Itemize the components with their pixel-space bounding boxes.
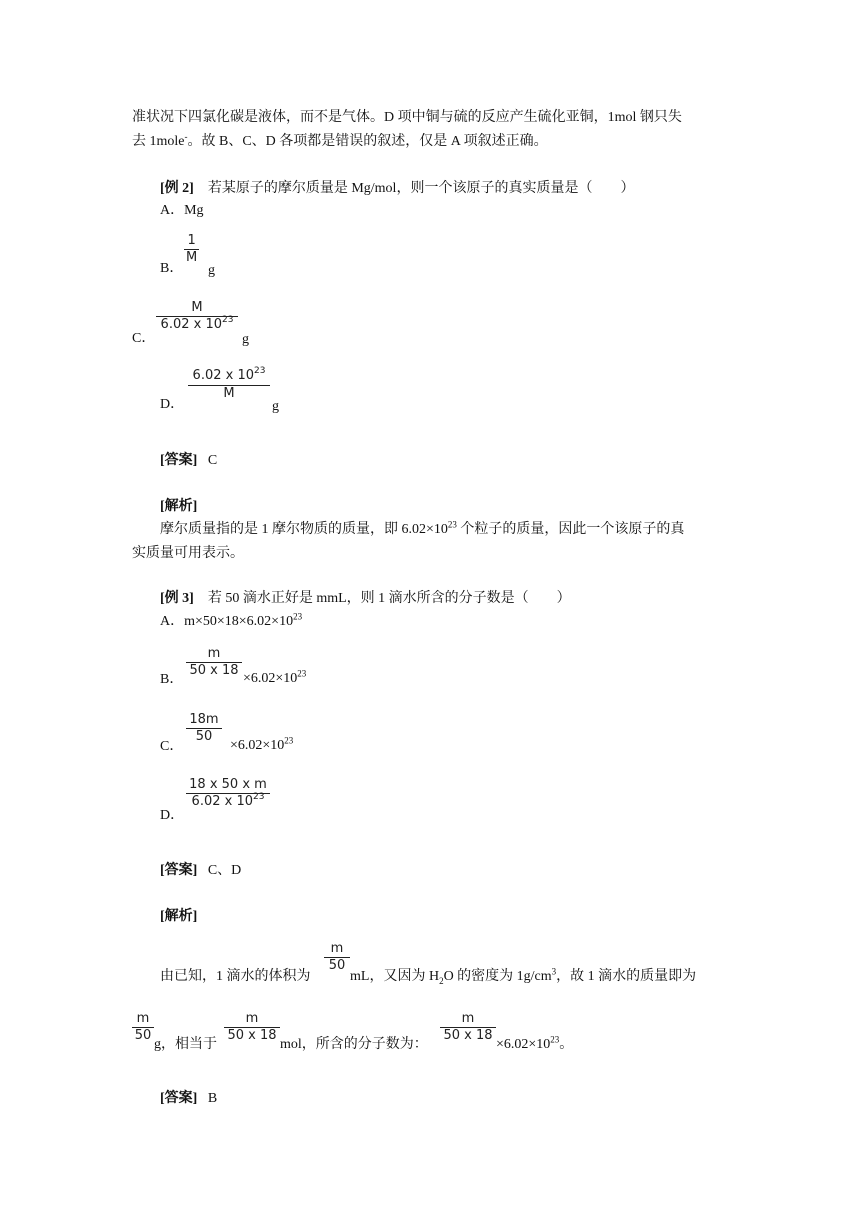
ex3-option-d-fraction <box>186 777 270 811</box>
ex3-option-b-fraction <box>186 646 242 679</box>
ex2-option-b-fraction <box>184 233 199 266</box>
ex3-option-d-letter: D． <box>160 808 185 823</box>
fraction-denominator-base: 6.02 x 10 <box>160 317 222 332</box>
ex3-answer-value: C、D <box>207 863 242 878</box>
fraction-numerator: M <box>191 300 203 315</box>
fraction-numerator: m <box>245 1011 259 1026</box>
fraction-numerator-exp: 23 <box>254 366 266 376</box>
fraction-denominator: 50 <box>134 1028 152 1043</box>
ex2-analysis-1-sup: 23 <box>447 519 457 530</box>
ex3-solution-mol-fraction <box>224 1011 280 1044</box>
ex3-option-b-letter: B． <box>160 672 184 687</box>
ex3-option-b-tail-text: ×6.02×10 <box>243 671 298 686</box>
ex3-option-b-sup: 23 <box>297 668 307 679</box>
ex3-solution-1-sup: 3 <box>551 966 557 977</box>
intro-line-2 <box>132 133 548 151</box>
intro-line-2b: 。故 B、C、D 各项都是错误的叙述，仅是 A 项叙述正确。 <box>187 134 548 149</box>
fraction-numerator: 1 <box>187 233 196 248</box>
ex2-answer <box>160 452 217 470</box>
fraction-denominator: 50 x 18 <box>227 1028 277 1043</box>
ex3-option-a-sup: 23 <box>293 611 303 622</box>
ex3-option-b-tail <box>243 670 306 688</box>
ex3-solution-2-sup: 23 <box>550 1034 560 1045</box>
ex3-solution-2c: ×6.02×10 <box>496 1037 551 1052</box>
fraction-denominator: 50 <box>195 729 213 744</box>
ex3-solution-line-1a: 由已知，1 滴水的体积为 <box>160 969 311 984</box>
ex3-solution-mass-fraction <box>132 1011 154 1044</box>
ex2-analysis-line-2: 实质量可用表示。 <box>132 546 244 561</box>
fraction-numerator: m <box>136 1011 150 1026</box>
ex2-option-a: A．Mg <box>160 203 204 218</box>
ex3-answer-label: [答案] <box>160 863 198 878</box>
ex3-label: [例 3] <box>160 591 194 606</box>
ex2-option-d-letter: D． <box>160 397 185 412</box>
fraction-denominator-exp: 23 <box>253 792 265 802</box>
ex3-solution-line-2b: mol，所含的分子数为： <box>280 1037 428 1052</box>
ex2-answer-value: C <box>207 453 218 468</box>
ex2-analysis-label: [解析] <box>160 499 198 514</box>
ex2-question-text: 若某原子的摩尔质量是 Mg/mol，则一个该原子的真实质量是（ ） <box>207 181 635 196</box>
ex2-analysis-line-1 <box>160 521 684 539</box>
fraction-denominator <box>156 317 238 334</box>
ex2-option-b-unit: g <box>208 263 215 278</box>
ex3-solution-line-2a: g，相当于 <box>154 1037 217 1052</box>
intro-line-2-sup: - <box>184 131 188 142</box>
ex2-label: [例 2] <box>160 181 194 196</box>
ex3-solution-2d: 。 <box>559 1037 574 1052</box>
ex2-option-c-unit: g <box>242 332 249 347</box>
ex2-option-c-letter: C． <box>132 331 156 346</box>
ex3-option-c-tail-text: ×6.02×10 <box>230 738 285 753</box>
ex2-answer-label: [答案] <box>160 453 198 468</box>
ex3-option-c-sup: 23 <box>284 735 294 746</box>
ex4-answer-label: [答案] <box>160 1091 198 1106</box>
ex3-option-c-tail <box>230 737 293 755</box>
ex3-answer <box>160 862 241 880</box>
ex3-solution-count-fraction <box>440 1011 496 1044</box>
fraction-numerator <box>188 368 270 385</box>
fraction-denominator: 50 x 18 <box>443 1028 493 1043</box>
ex3-solution-1-sub: 2 <box>439 975 444 986</box>
fraction-denominator <box>186 794 270 811</box>
ex4-answer <box>160 1090 217 1108</box>
ex3-solution-line-1b <box>350 968 696 986</box>
ex3-question-text: 若 50 滴水正好是 mmL，则 1 滴水所含的分子数是（ ） <box>207 591 571 606</box>
ex2-question <box>160 180 634 198</box>
ex3-solution-volume-fraction <box>324 941 350 974</box>
intro-line-1: 准状况下四氯化碳是液体，而不是气体。D 项中铜与硫的反应产生硫化亚铜，1mol 钢只失 <box>132 110 682 125</box>
ex3-solution-line-2c <box>496 1036 573 1054</box>
fraction-denominator-base: 6.02 x 10 <box>191 794 253 809</box>
ex4-answer-value: B <box>207 1091 218 1106</box>
fraction-numerator: m <box>207 646 221 661</box>
ex2-option-c-fraction <box>156 300 238 334</box>
ex3-option-a <box>160 613 302 631</box>
fraction-denominator: 50 <box>328 958 346 973</box>
ex2-option-d-unit: g <box>272 399 279 414</box>
fraction-numerator: m <box>330 941 344 956</box>
fraction-numerator: 18 x 50 x m <box>189 777 267 792</box>
intro-line-2a: 去 1mole <box>132 134 185 149</box>
ex3-solution-1d: ，故 1 滴水的质量即为 <box>556 969 697 984</box>
fraction-denominator: M <box>186 250 198 265</box>
ex3-option-c-fraction <box>186 712 222 745</box>
fraction-denominator-exp: 23 <box>222 315 234 325</box>
ex3-solution-1b: mL，又因为 H <box>350 969 440 984</box>
ex3-analysis-label: [解析] <box>160 909 198 924</box>
ex2-analysis-1a: 摩尔质量指的是 1 摩尔物质的质量，即 6.02×10 <box>160 522 448 537</box>
ex2-option-b-letter: B． <box>160 261 184 276</box>
fraction-denominator: M <box>223 386 235 401</box>
fraction-numerator: m <box>461 1011 475 1026</box>
ex3-solution-1c: O 的密度为 1g/cm <box>443 969 552 984</box>
fraction-denominator: 50 x 18 <box>189 663 239 678</box>
fraction-numerator: 18m <box>189 712 219 727</box>
fraction-numerator-base: 6.02 x 10 <box>192 368 254 383</box>
ex2-analysis-1b: 个粒子的质量，因此一个该原子的真 <box>456 522 685 537</box>
ex3-option-a-text: A．m×50×18×6.02×10 <box>160 614 294 629</box>
ex3-option-c-letter: C． <box>160 739 184 754</box>
ex2-option-d-fraction <box>188 368 270 402</box>
ex3-question <box>160 590 571 608</box>
